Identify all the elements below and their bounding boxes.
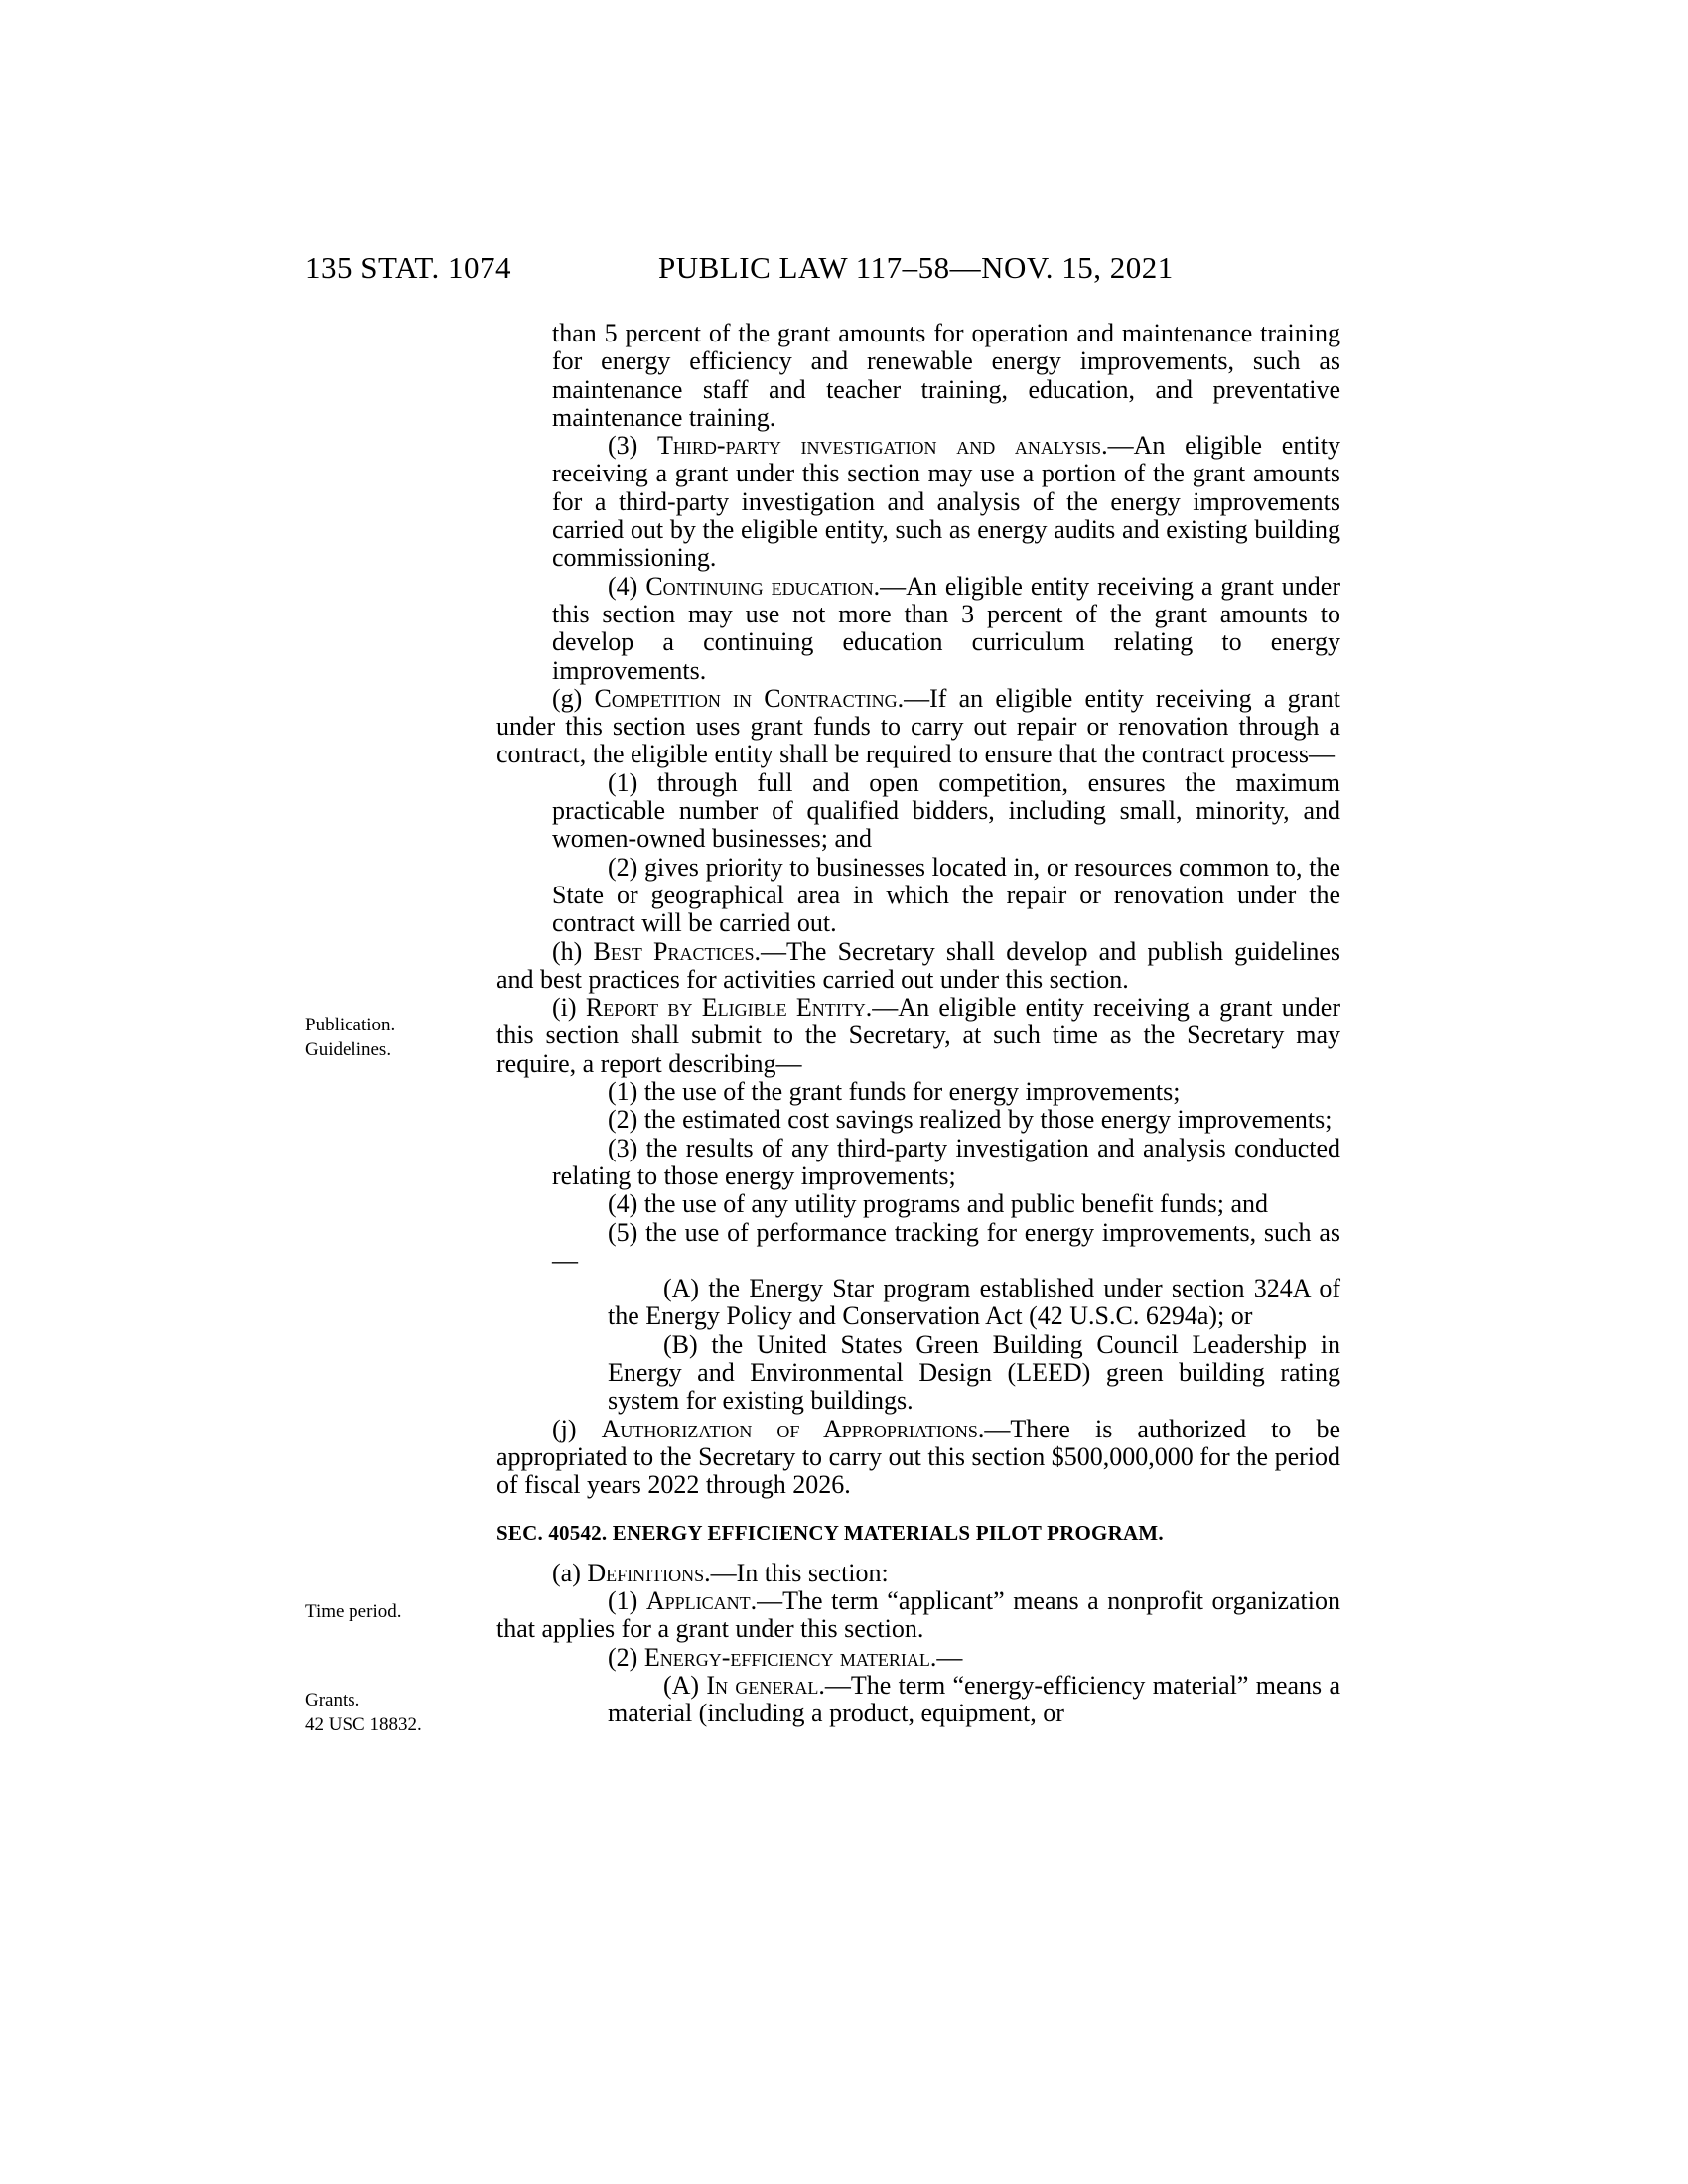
subparagraph-i5b: (B) the United States Green Building Council Leadership in Energy and Environmental Design (LEED) green building rating system for existing buildings.: [608, 1329, 1340, 1416]
a2A-number: (A): [663, 1670, 707, 1700]
paragraph-a1: [496, 1587, 1340, 1644]
paragraph-f2-continuation: than 5 percent of the grant amounts for operation and maintenance training for energy efficiency and renewable energy improvements, such as maintenance staff and teacher training, education, and preventative maintenance training.: [552, 319, 1340, 432]
f3-heading: Third-party investigation and analysis.: [657, 431, 1108, 461]
g-text: —If an eligible entity receiving a grant under this section uses grant funds to carry out repair or renovation through a contract, the eligible entity shall be required to ensure that the contract process—: [496, 683, 1340, 769]
a1-heading: Applicant.: [645, 1586, 758, 1616]
margin-note-publication: [305, 1013, 454, 1062]
paragraph-i2: (2) the estimated cost savings realized by those energy improvements;: [608, 1105, 1333, 1135]
a-number: (a): [552, 1558, 588, 1587]
statute-body: [496, 320, 1340, 1728]
a-text: —In this section:: [710, 1558, 889, 1587]
f4-number: (4): [608, 571, 646, 601]
subsection-i: [496, 994, 1340, 1078]
stat-page-number: 135 STAT. 1074: [305, 250, 512, 285]
margin-note-grants: [305, 1688, 454, 1737]
subsection-a: [496, 1560, 1340, 1587]
h-number: (h): [552, 936, 594, 966]
a2-number: (2): [608, 1642, 644, 1672]
paragraph-a2: [496, 1644, 1340, 1672]
margin-note-guidelines-text: Guidelines.: [305, 1039, 392, 1060]
subsection-j: [496, 1416, 1340, 1500]
paragraph-f4: [496, 573, 1340, 685]
a1-text: —The term “applicant” means a nonprofit organization that applies for a grant under this section.: [496, 1586, 1340, 1644]
i-text: —An eligible entity receiving a grant under this section shall submit to the Secretary, at such time as the Secretary may require, a report describing—: [496, 993, 1341, 1078]
paragraph-f3: [496, 432, 1340, 572]
subsection-h: [496, 938, 1340, 995]
h-heading: Best Practices.: [593, 936, 761, 966]
j-number: (j): [552, 1414, 602, 1443]
margin-note-publication-text: Publication.: [305, 1015, 396, 1035]
a2A-heading: In general.: [706, 1670, 825, 1700]
section-heading: SEC. 40542. ENERGY EFFICIENCY MATERIALS PILOT PROGRAM.: [496, 1521, 1164, 1546]
paragraph-g2: (2) gives priority to businesses located in, or resources common to, the State or geographical area in which the repair or renovation under the contract will be carried out.: [552, 852, 1340, 938]
f3-number: (3): [608, 431, 658, 461]
i-heading: Report by Eligible Entity.: [585, 993, 873, 1023]
a1-number: (1): [608, 1586, 646, 1616]
paragraph-i1: (1) the use of the grant funds for energy improvements;: [608, 1077, 1181, 1107]
j-heading: Authorization of Appropriations.: [601, 1414, 985, 1443]
g-number: (g): [552, 683, 595, 713]
paragraph-i4: (4) the use of any utility programs and public benefit funds; and: [608, 1189, 1269, 1219]
margin-note-usc-text: 42 USC 18832.: [305, 1714, 422, 1735]
g-heading: Competition in Contracting.: [594, 683, 905, 713]
f4-heading: Continuing education.: [645, 571, 881, 601]
paragraph-i5: (5) the use of performance tracking for energy improvements, such as—: [552, 1217, 1340, 1275]
f4-text: —An eligible entity receiving a grant under this section may use not more than 3 percent of the grant amounts to develop a continuing education curriculum relating to energy improvements.: [552, 571, 1340, 685]
margin-note-grants-text: Grants.: [305, 1690, 360, 1710]
law-title-header: PUBLIC LAW 117–58—NOV. 15, 2021: [658, 250, 1174, 285]
a-heading: Definitions.: [587, 1558, 711, 1587]
paragraph-g1: (1) through full and open competition, ensures the maximum practicable number of qualified bidders, including small, minority, and women-owned businesses; and: [552, 767, 1340, 854]
subparagraph-i5a: (A) the Energy Star program established under section 324A of the Energy Policy and Conservation Act (42 U.S.C. 6294a); or: [608, 1274, 1340, 1331]
i-number: (i): [552, 993, 586, 1023]
subparagraph-a2A: [496, 1672, 1340, 1728]
h-text: —The Secretary shall develop and publish guidelines and best practices for activities carried out under this section.: [496, 936, 1340, 994]
paragraph-i3: (3) the results of any third-party investigation and analysis conducted relating to those energy improvements;: [552, 1133, 1340, 1190]
a2-heading: Energy-efficiency material.: [643, 1642, 937, 1672]
f3-text: —An eligible entity receiving a grant under this section may use a portion of the grant amounts for a third-party investigation and analysis of the energy improvements carried out by the eligible entity, such as energy audits and existing building commissioning.: [552, 431, 1341, 573]
margin-note-time-period: Time period.: [305, 1601, 402, 1622]
j-text: —There is authorized to be appropriated to the Secretary to carry out this section $500,000,000 for the period of fiscal years 2022 through 2026.: [496, 1414, 1340, 1500]
a2A-text: —The term “energy-efficiency material” means a material (including a product, equipment, or: [608, 1670, 1340, 1728]
subsection-g: [496, 685, 1340, 769]
a2-text: —: [936, 1642, 963, 1672]
